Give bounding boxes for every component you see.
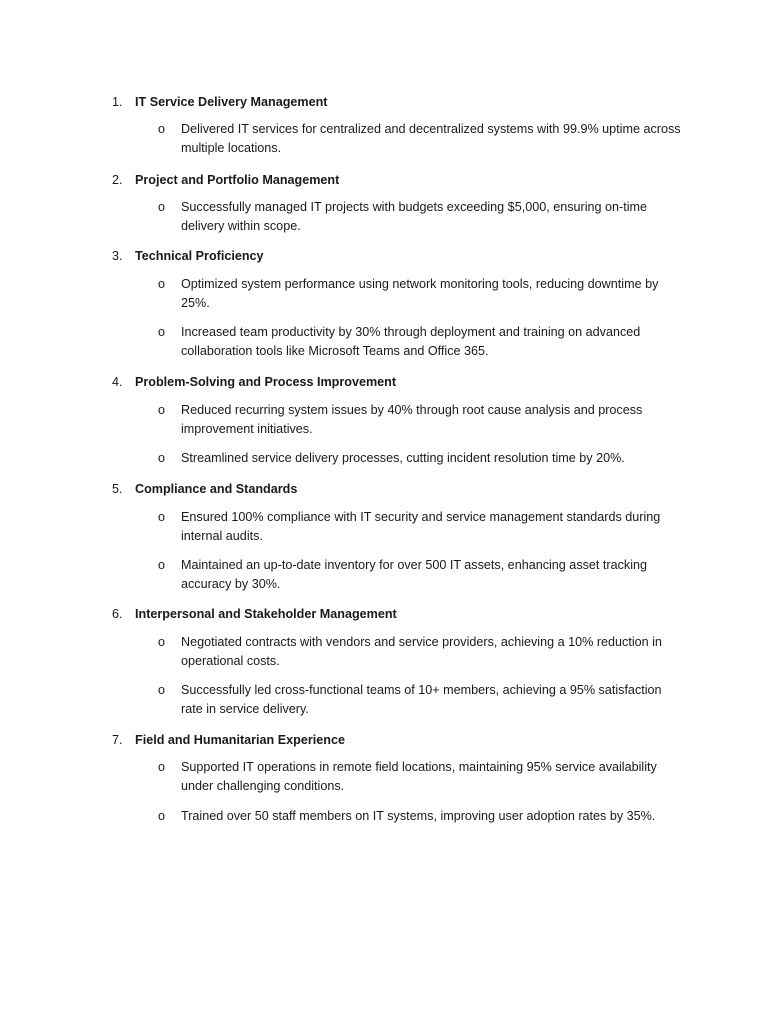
list-item-text: Successfully led cross-functional teams of 10+ members, achieving a 95% satisfaction rate in service delivery.	[181, 683, 662, 716]
section-heading: Interpersonal and Stakeholder Management	[135, 607, 397, 621]
section-heading: IT Service Delivery Management	[135, 95, 328, 109]
bullet-marker: o	[158, 277, 166, 291]
section-heading: Project and Portfolio Management	[135, 173, 340, 187]
bullet-marker: o	[158, 510, 166, 524]
list-item-text: Trained over 50 staff members on IT systems, improving user adoption rates by 35%.	[181, 809, 656, 823]
list-item-text: Streamlined service delivery processes, cutting incident resolution time by 20%.	[181, 451, 625, 465]
bullet-marker: o	[158, 683, 166, 697]
bullet-marker: o	[158, 122, 166, 136]
section-number: 7.	[112, 733, 123, 747]
bullet-marker: o	[158, 403, 166, 417]
section-number: 3.	[112, 249, 123, 263]
bullet-marker: o	[158, 760, 166, 774]
bullet-marker: o	[158, 635, 166, 649]
list-item-text: Successfully managed IT projects with budgets exceeding $5,000, ensuring on-time delivery within scope.	[181, 200, 648, 233]
section-number: 6.	[112, 607, 123, 621]
list-item-text: Delivered IT services for centralized and decentralized systems with 99.9% uptime across multiple locations.	[181, 122, 681, 155]
list-item-text: Increased team productivity by 30% through deployment and training on advanced collaboration tools like Microsoft Teams and Office 365.	[181, 325, 641, 358]
bullet-marker: o	[158, 200, 166, 214]
section-number: 1.	[112, 95, 123, 109]
list-item-text: Maintained an up-to-date inventory for over 500 IT assets, enhancing asset tracking accuracy by 30%.	[181, 558, 648, 591]
list-item-text: Ensured 100% compliance with IT security and service management standards during internal audits.	[181, 510, 661, 543]
section-number: 4.	[112, 375, 123, 389]
list-item-text: Reduced recurring system issues by 40% through root cause analysis and process improvement initiatives.	[181, 403, 643, 436]
section-heading: Technical Proficiency	[135, 249, 264, 263]
bullet-marker: o	[158, 809, 166, 823]
list-item-text: Negotiated contracts with vendors and service providers, achieving a 10% reduction in operational costs.	[181, 635, 662, 668]
list-item-text: Optimized system performance using network monitoring tools, reducing downtime by 25%.	[181, 277, 659, 310]
bullet-marker: o	[158, 451, 166, 465]
bullet-marker: o	[158, 558, 166, 572]
list-item-text: Supported IT operations in remote field locations, maintaining 95% service availability under challenging conditions.	[181, 760, 657, 793]
section-heading: Problem-Solving and Process Improvement	[135, 375, 397, 389]
bullet-marker: o	[158, 325, 166, 339]
section-heading: Field and Humanitarian Experience	[135, 733, 345, 747]
section-number: 2.	[112, 173, 123, 187]
section-heading: Compliance and Standards	[135, 482, 298, 496]
section-number: 5.	[112, 482, 123, 496]
